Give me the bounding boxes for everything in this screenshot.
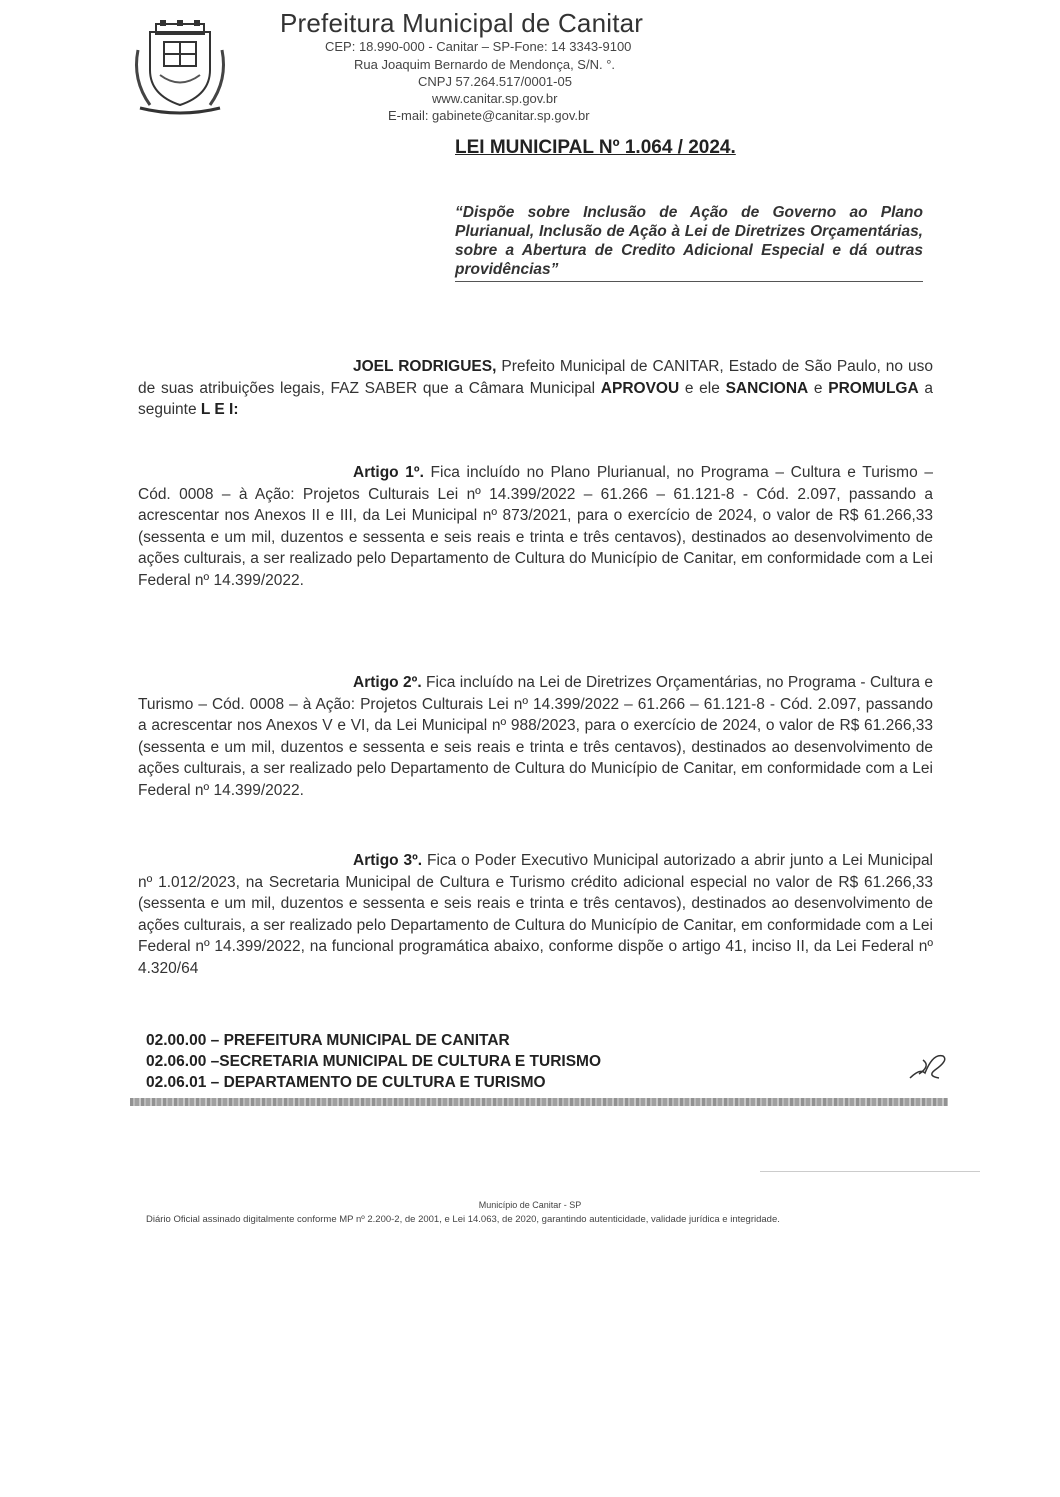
preamble-paragraph — [138, 356, 933, 421]
law-ementa: “Dispõe sobre Inclusão de Ação de Governo ao Plano Plurianual, Inclusão de Ação à Lei de Diretrizes Orçamentárias, sobre a Abertura de Credito Adicional Especial e dá outras providências” — [455, 203, 923, 282]
mayor-name: JOEL RODRIGUES, — [353, 358, 497, 375]
article-text: Fica incluído no Plano Plurianual, no Programa – Cultura e Turismo – Cód. 0008 – à Ação: Projetos Culturais Lei nº 14.399/2022 – 61.266 – 61.121-8 - Cód. 2.097, passando a acrescentar nos Anexos II e III, da Lei Municipal nº 873/2021, para o exercício de 2024, o valor de R$ 61.266,33 (sessenta e um mil, duzentos e sessenta e seis reais e trinta e três centavos), destinados ao desenvolvimento de ações culturais, a ser realizado pelo Departamento de Cultura do Município de Canitar, em conformidade com a Lei Federal nº 14.399/2022. — [138, 464, 933, 589]
article-text: Fica incluído na Lei de Diretrizes Orçamentárias, no Programa - Cultura e Turismo – Cód. 0008 – à Ação: Projetos Culturais Lei nº 14.399/2022 – 61.266 – 61.121-8 - Cód. 2.097, passando a acrescentar nos Anexos V e VI, da Lei Municipal nº 988/2023, para o exercício de 2024, o valor de R$ 61.266,33 (sessenta e um mil, duzentos e sessenta e seis reais e trinta e três centavos), destinados ao desenvolvimento de ações culturais, a ser realizado pelo Departamento de Cultura do Município de Canitar, em conformidade com a Lei Federal nº 14.399/2022. — [138, 674, 933, 799]
footer-municipality: Município de Canitar - SP — [478, 1200, 582, 1210]
header-address: Rua Joaquim Bernardo de Mendonça, S/N. °. — [354, 57, 616, 72]
footer-note: Diário Oficial assinado digitalmente conforme MP nº 2.200-2, de 2001, e Lei 14.063, de 2020, garantindo autenticidade, validade jurídica e integridade. — [146, 1214, 780, 1225]
article-label: Artigo 3º. — [353, 852, 423, 869]
header-email: E-mail: gabinete@canitar.sp.gov.br — [388, 108, 590, 123]
article-label: Artigo 1º. — [353, 464, 424, 481]
law-title: LEI MUNICIPAL Nº 1.064 / 2024. — [455, 137, 736, 158]
budget-codes — [146, 1030, 601, 1093]
signature-initials-icon — [905, 1048, 950, 1083]
lei-word: L E I: — [200, 401, 239, 418]
budget-code-line: 02.00.00 – PREFEITURA MUNICIPAL DE CANITAR — [146, 1032, 510, 1049]
preamble-text: e ele — [679, 379, 726, 397]
preamble-text: a seguinte — [138, 379, 934, 418]
header-cep-phone: CEP: 18.990-000 - Canitar – SP-Fone: 14 3343-9100 — [325, 39, 632, 54]
header-cnpj: CNPJ 57.264.517/0001-05 — [418, 74, 572, 89]
approved-word: APROVOU — [600, 379, 680, 397]
promulga-word: PROMULGA — [828, 379, 919, 397]
header-title: Prefeitura Municipal de Canitar — [280, 8, 644, 38]
divider-line — [760, 1171, 980, 1172]
article-text: Fica o Poder Executivo Municipal autorizado a abrir junto a Lei Municipal nº 1.012/2023, na Secretaria Municipal de Cultura e Turismo crédito adicional especial no valor de R$ 61.266,33 (sessenta e um mil, duzentos e sessenta e seis reais e trinta e três centavos), destinados ao desenvolvimento de ações culturais, a ser realizado pelo Departamento de Cultura do Município de Canitar, em conformidade com a Lei Federal nº 14.399/2022, na funcional programática abaixo, conforme dispõe o artigo 41, inciso II, da Lei Federal nº 4.320/64 — [138, 852, 934, 977]
article-label: Artigo 2º. — [353, 674, 422, 691]
header-website: www.canitar.sp.gov.br — [432, 91, 558, 106]
preamble-text: e — [808, 379, 829, 397]
article-3 — [138, 850, 933, 979]
article-1 — [138, 462, 933, 591]
sanciona-word: SANCIONA — [725, 379, 809, 397]
preamble-text: Prefeito Municipal de CANITAR, Estado de São Paulo, no uso de suas atribuições legais, FAZ SABER que a Câmara Municipal — [138, 358, 934, 397]
budget-code-line: 02.06.01 – DEPARTAMENTO DE CULTURA E TURISMO — [146, 1074, 546, 1091]
article-2 — [138, 672, 933, 801]
municipal-crest-icon — [130, 20, 230, 115]
scan-divider-bar — [130, 1098, 948, 1106]
budget-code-line: 02.06.00 –SECRETARIA MUNICIPAL DE CULTURA E TURISMO — [146, 1053, 602, 1070]
